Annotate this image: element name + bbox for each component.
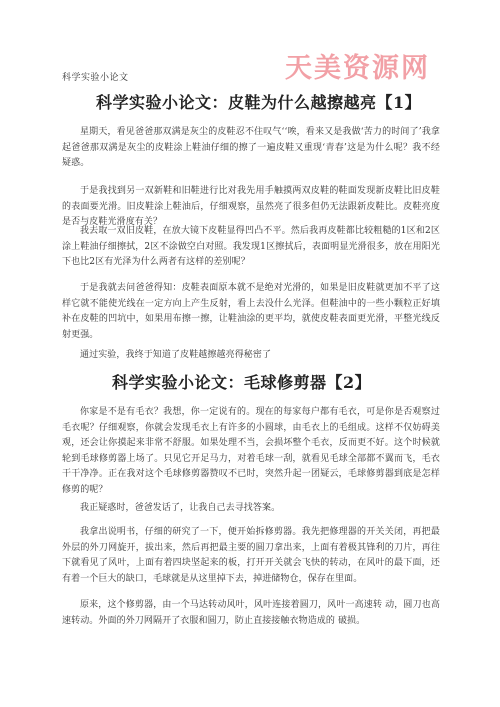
section-1-paragraph-3: 我去取一双旧皮鞋，在放大镜下皮鞋显得凹凸不平。然后我再皮鞋都比较粗糙的1区和2区涂上鞋油仔细擦拭，2区不涂做空白对照。我发现1区擦拭后，表面明显光滑很多，放在用阳光下也比2区有光泽为什么两者有这样的差别呢？ <box>62 226 440 267</box>
section-1-paragraph-1: 星期天，看见爸爸那双满是灰尘的皮鞋忍不住叹气‘‘唉，看来又是我做‘苦力的时间了’我拿起爸爸那双满是灰尘的皮鞋涂上鞋油仔细的擦了一遍皮鞋又重现‘青春’这是为什么呢？我不经疑惑。 <box>62 127 440 168</box>
section-2-paragraph-4: 原来，这个修剪器，由一个马达转动风叶，风叶连接着圆刀，风叶一高速转 动，圆刀也高速转动。外面的外刀网隔开了衣服和圆刀，防止直接接触衣物造成的 破损。 <box>62 600 440 626</box>
site-watermark: 天美资源网 <box>285 53 430 84</box>
section-2-paragraph-2: 我正疑惑时，爸爸发话了，让我自己去寻找答案。 <box>80 503 281 513</box>
section-2-paragraph-3: 我拿出说明书，仔细的研究了一下，便开始拆修剪器。我先把修理器的开关关闭，再把最外层的外刀网旋开，拔出来，然后再把最主要的圆刀拿出来，上面有着极其锋利的刀片，再往下就看见了风叶，上面有着四块坚起来的板，打开开关就会飞快的转动，在风叶的最下面，还有着一个巨大的缺口，毛球就是从这里掉下去，掉进储物仓，保存在里面。 <box>62 527 440 584</box>
document-header-label: 科学实验小论文 <box>62 73 129 83</box>
section-1-paragraph-4: 于是我就去问爸爸得知：皮鞋表面原本就不是绝对光滑的，如果是旧皮鞋就更加不平了这样它就不能使光线在一定方向上产生反射，看上去没什么光泽。但鞋油中的一些小颗粒正好填补在皮鞋的凹坑中，如果用布擦一擦，让鞋油涂的更平均，就使皮鞋表面更光滑，平整光线反射更强。 <box>62 283 440 340</box>
section-1-paragraph-2: 于是我找到另一双新鞋和旧鞋进行比对我先用手触摸两双皮鞋的鞋面发现新皮鞋比旧皮鞋的表面要光滑。旧皮鞋涂上鞋油后，仔细观察，虽然亮了很多但仍无法跟新皮鞋比。皮鞋亮度是否与皮鞋光滑度有关？ <box>62 186 440 227</box>
section-1-title: 科学实验小论文：皮鞋为什么越擦越亮【1】 <box>96 93 422 112</box>
section-2-paragraph-1: 你家是不是有毛衣？我想，你一定说有的。现在的每家每户都有毛衣，可是你是否观察过毛衣呢？仔细观察，你就会发现毛衣上有许多的小圆球，由毛衣上的毛组成。这样不仅妨碍美观，还会让你摸起来非常不舒服。如果处理不当，会损坏整个毛衣，反而更不好。这个时候就轮到毛球修剪器上场了。只见它开足马力，对着毛球一刮，就看见毛球全部都不翼而飞，毛衣干干净净。正在我对这个毛球修剪器赞叹不已时，突然升起一团疑云，毛球修剪器到底是怎样修剪的呢？ <box>62 407 440 495</box>
section-2-title: 科学实验小论文：毛球修剪器【2】 <box>112 373 372 392</box>
section-1-paragraph-5: 通过实验，我终于知道了皮鞋越擦越亮得秘密了 <box>80 350 272 360</box>
